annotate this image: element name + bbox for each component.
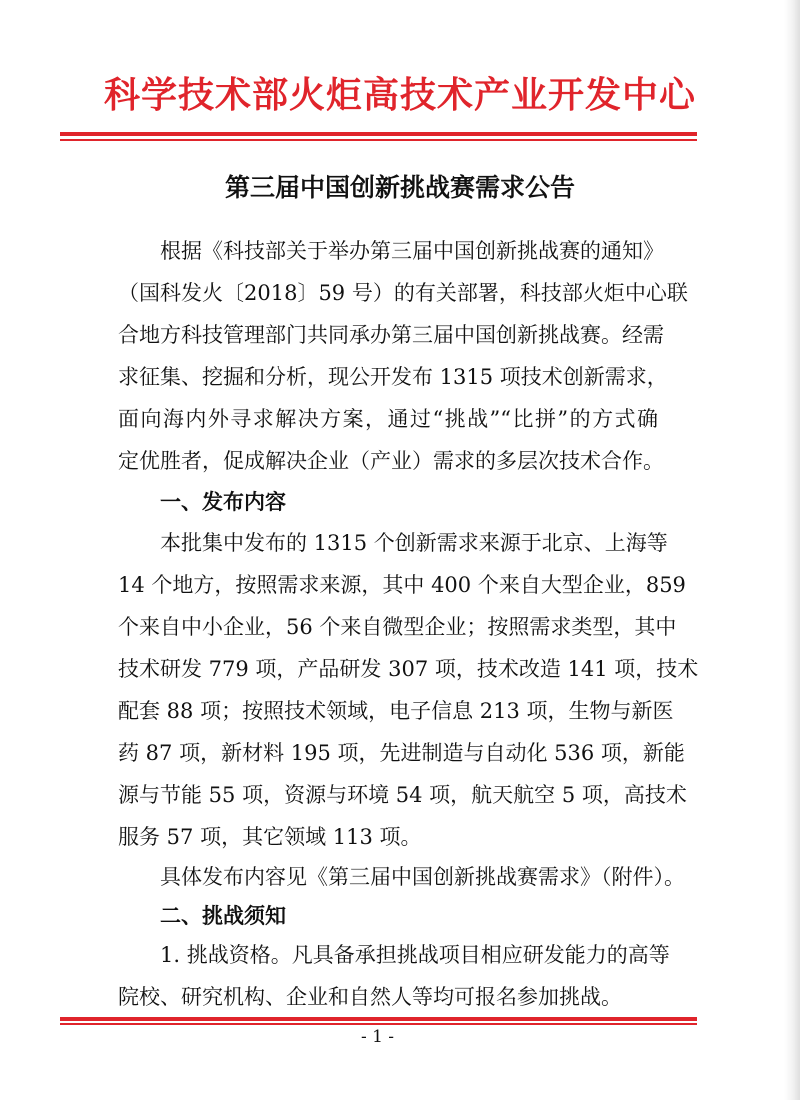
intro-line: 面向海内外寻求解决方案，通过“挑战”“比拼”的方式确: [118, 407, 658, 431]
section-heading-release-content: 一、发布内容: [160, 490, 286, 514]
letterhead-divider-thick: [60, 132, 697, 136]
intro-line: 求征集、挖掘和分析，现公开发布 1315 项技术创新需求，: [118, 365, 668, 389]
document-title: 第三届中国创新挑战赛需求公告: [224, 173, 575, 202]
section1-line: 技术研发 779 项，产品研发 307 项，技术改造 141 项，技术: [118, 657, 699, 681]
intro-line: （国科发火〔2018〕59 号）的有关部署，科技部火炬中心联: [118, 281, 688, 305]
section1-line: 服务 57 项，其它领域 113 项。: [118, 825, 422, 849]
scan-shadow-edge: [784, 0, 800, 1100]
letterhead-divider-thin: [60, 139, 697, 141]
footer-divider-thick: [60, 1017, 697, 1021]
section2-line: 1. 挑战资格。凡具备承担挑战项目相应研发能力的高等: [160, 943, 670, 967]
section1-line: 配套 88 项；按照技术领域，电子信息 213 项，生物与新医: [118, 699, 674, 723]
intro-line: 合地方科技管理部门共同承办第三届中国创新挑战赛。经需: [118, 323, 664, 347]
section1-line: 药 87 项，新材料 195 项，先进制造与自动化 536 项，新能: [118, 741, 685, 765]
section1-line: 14 个地方，按照需求来源，其中 400 个来自大型企业，859: [118, 573, 686, 597]
section1-line: 源与节能 55 项，资源与环境 54 项，航天航空 5 项，高技术: [118, 783, 687, 807]
section1-line: 本批集中发布的 1315 个创新需求来源于北京、上海等: [160, 531, 668, 555]
page-number: - 1 -: [360, 1027, 395, 1047]
intro-line: 定优胜者，促成解决企业（产业）需求的多层次技术合作。: [118, 449, 664, 473]
intro-line: 根据《科技部关于举办第三届中国创新挑战赛的通知》: [160, 239, 664, 263]
section2-line: 院校、研究机构、企业和自然人等均可报名参加挑战。: [118, 985, 622, 1009]
section-heading-challenge-notice: 二、挑战须知: [160, 904, 286, 928]
letterhead-org-name: 科学技术部火炬高技术产业开发中心: [103, 74, 696, 116]
attachment-reference: 具体发布内容见《第三届中国创新挑战赛需求》（附件）。: [160, 865, 685, 889]
section1-line: 个来自中小企业，56 个来自微型企业；按照需求类型，其中: [118, 615, 677, 639]
